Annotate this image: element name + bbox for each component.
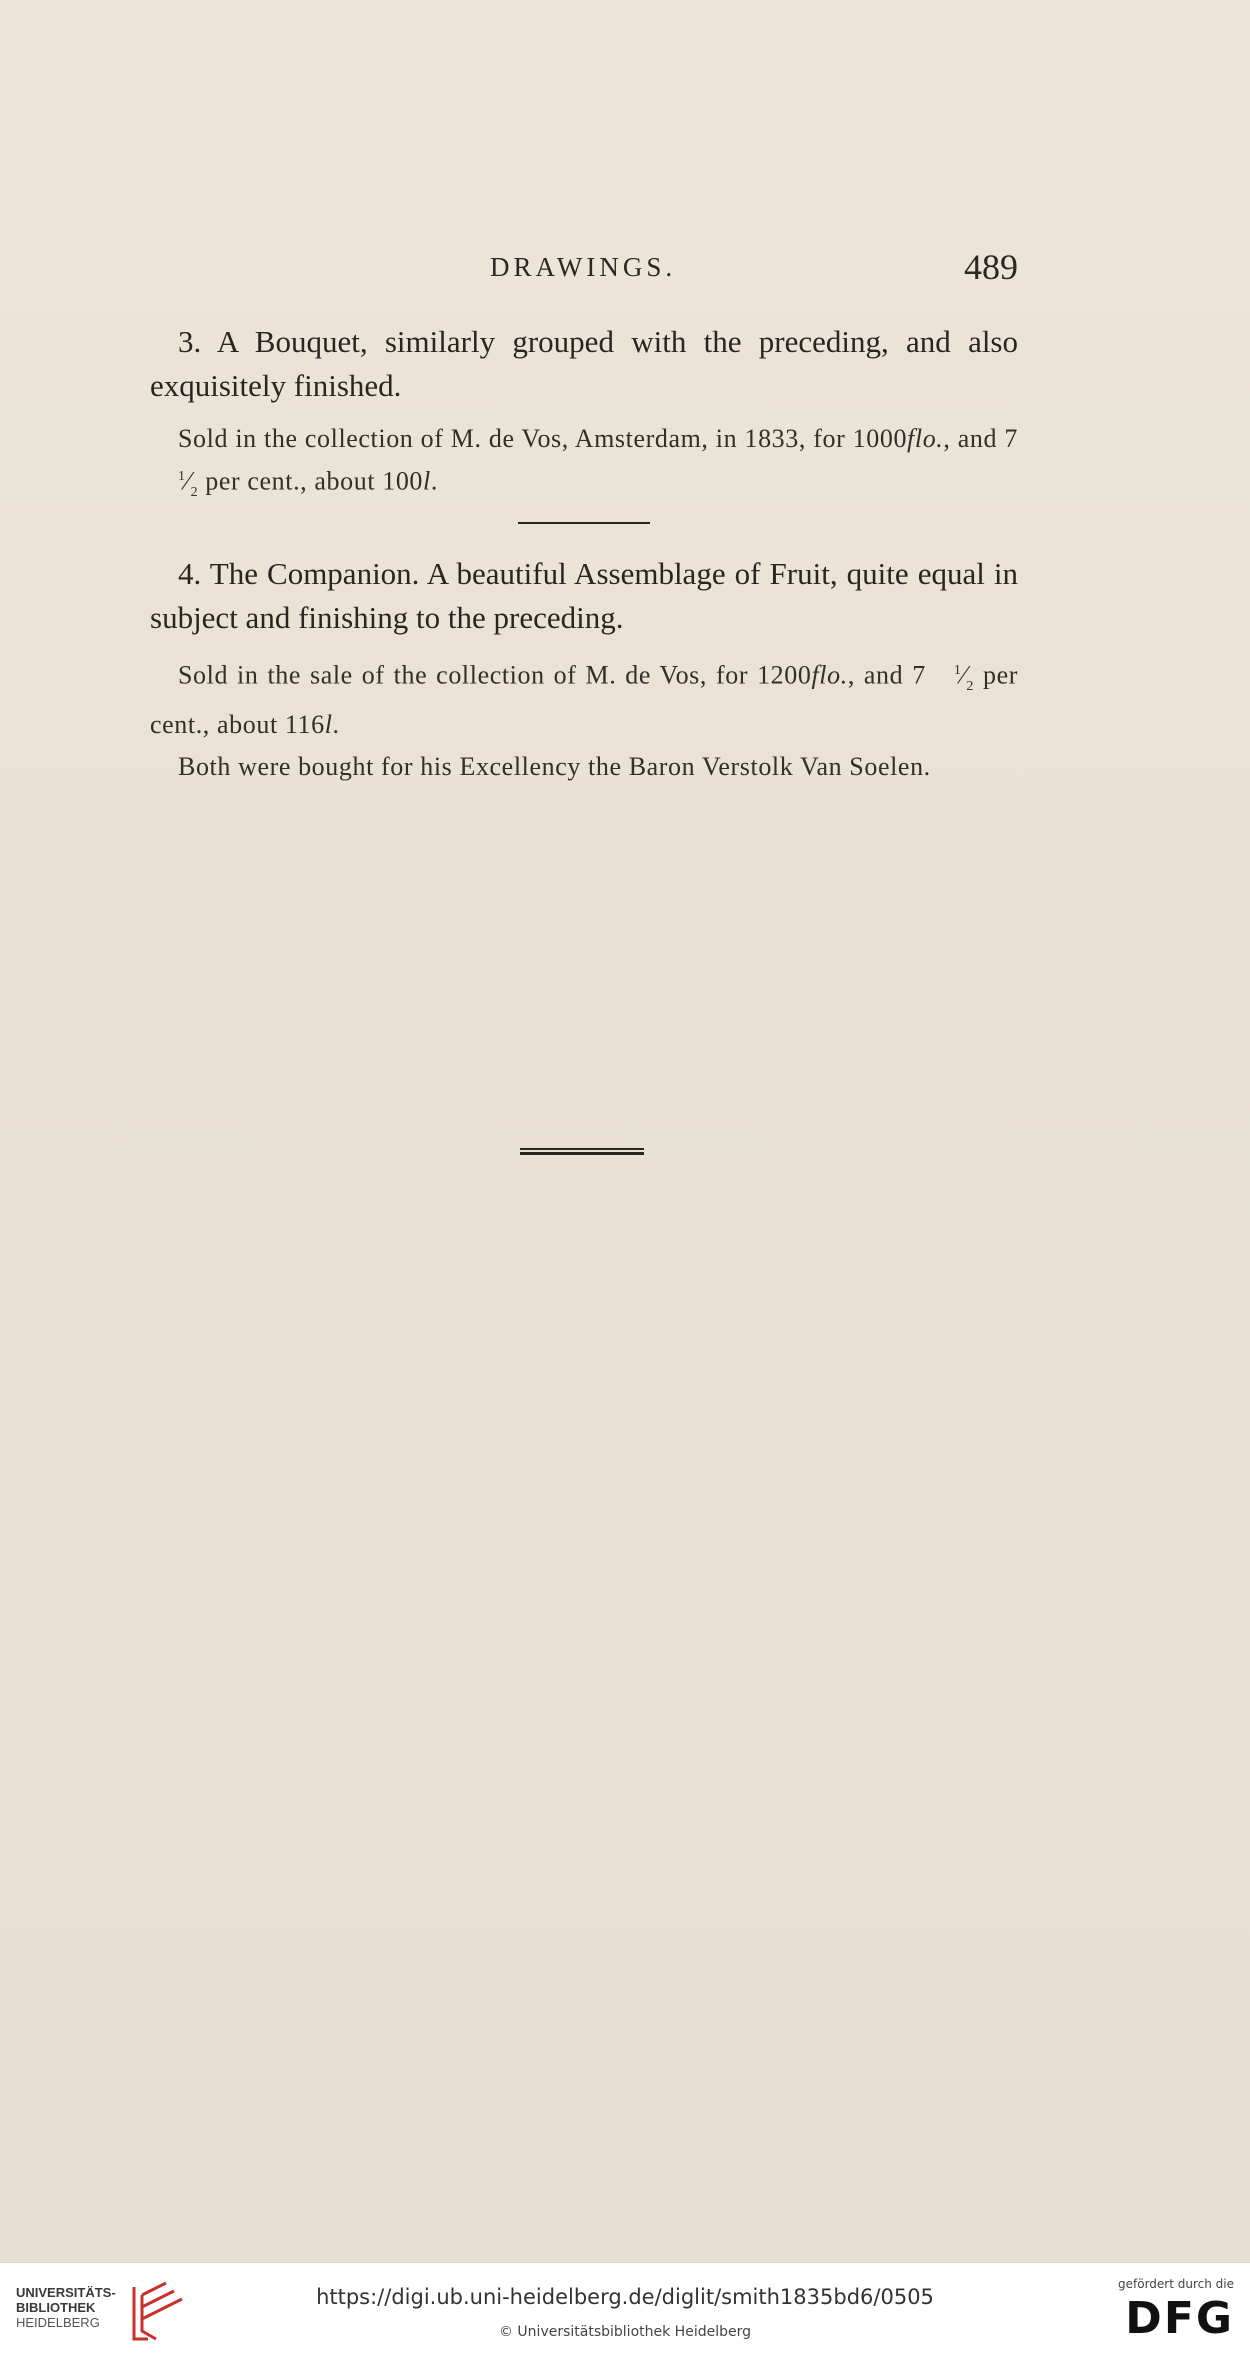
entry-provenance-note: Both were bought for his Excellency the Baron Verstolk Van Soelen.	[178, 751, 931, 781]
section-divider	[518, 522, 650, 524]
copyright-notice: © Universitätsbibliothek Heidelberg	[498, 2324, 751, 2340]
fraction-half: $^1⁄_2$	[953, 660, 975, 694]
viewer-footer	[0, 2262, 1250, 2354]
catalogue-entry-4	[150, 552, 1018, 786]
note-text: per cent., about 116	[150, 660, 1018, 739]
note-text: Sold in the collection of M. de Vos, Amsterdam, in 1833, for 1000	[178, 424, 908, 453]
library-name-line: BIBLIOTHEK	[16, 2300, 96, 2315]
note-text: , and 7	[847, 660, 926, 690]
permalink-url[interactable]: https://digi.ub.uni-heidelberg.de/diglit/smith1835bd6/0505	[316, 2285, 934, 2309]
note-text: Sold in the sale of the collection of M. de Vos, for 1200	[178, 660, 812, 690]
rule-line	[520, 1148, 644, 1150]
note-text: .	[332, 709, 340, 739]
fraction-half: $^1⁄_2$	[178, 466, 199, 500]
entry-provenance-note	[150, 420, 1018, 512]
library-name-line: HEIDELBERG	[16, 2315, 100, 2330]
entry-title: 3. A Bouquet, similarly grouped with the preceding, and also exquisitely finished.	[150, 324, 1018, 403]
funder-logo[interactable]	[1104, 2277, 1234, 2347]
running-title: DRAWINGS.	[490, 252, 677, 282]
page-number: 489	[964, 247, 1018, 287]
fraction-numerator: 1	[953, 663, 962, 678]
running-head	[150, 248, 1018, 292]
note-currency: l	[324, 709, 333, 739]
note-text: , and 7	[943, 424, 1018, 453]
note-currency: l	[423, 466, 431, 496]
note-currency: flo.	[811, 660, 848, 690]
note-text: per cent., about 100	[198, 466, 424, 496]
entry-title: 4. The Companion. A beautiful Assemblage of Fruit, quite equal in subject and finishing to the preceding.	[150, 556, 1018, 635]
dfg-logo-icon: DFG	[1125, 2293, 1234, 2344]
rule-line	[520, 1152, 644, 1155]
library-name-line: UNIVERSITÄTS-	[16, 2285, 116, 2300]
fraction-numerator: 1	[178, 469, 186, 484]
note-text: .	[430, 466, 438, 496]
fraction-denominator: 2	[190, 484, 199, 500]
entry-provenance-note	[150, 652, 1018, 744]
funder-caption: gefördert durch die	[1118, 2277, 1234, 2291]
fraction-denominator: 2	[966, 678, 975, 694]
catalogue-entry-3	[150, 320, 1018, 512]
note-currency: flo.	[907, 424, 944, 453]
end-ornament-rule	[520, 1148, 644, 1157]
